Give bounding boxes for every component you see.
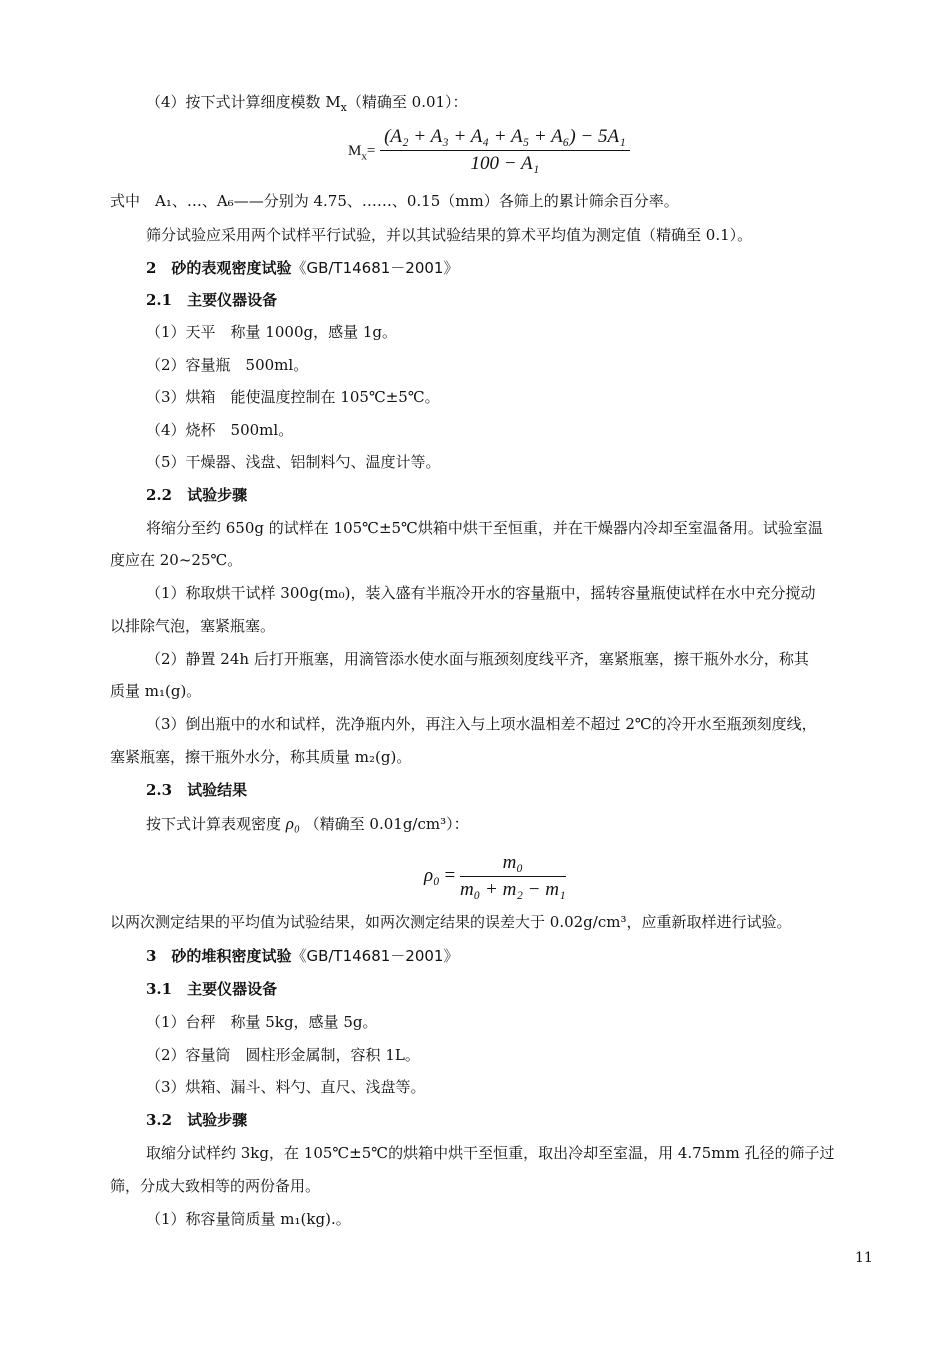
- equipment-item: （1）台秤 称量 5kg，感量 5g。: [146, 1013, 378, 1031]
- formula-denominator: m₀ + m₂ − m₁: [459, 879, 566, 900]
- formula-numerator: (A₂ + A₃ + A₄ + A₅ + A₆) − 5A₁: [380, 126, 630, 151]
- section-2-heading: [146, 258, 875, 278]
- section-3-heading: [146, 946, 875, 966]
- equipment-item: （2）容量筒 圆柱形金属制，容积 1L。: [146, 1046, 420, 1064]
- equipment-item: （5）干燥器、浅盘、铝制料勺、温度计等。: [146, 453, 441, 471]
- section-2-1-heading: 2.1 主要仪器设备: [146, 291, 278, 309]
- equipment-item: （3）烘箱 能使温度控制在 105℃±5℃。: [146, 388, 440, 406]
- formula-lhs-sub: x: [361, 150, 367, 163]
- formula-denominator: 100 − A₁: [470, 153, 540, 174]
- paragraph-line: 度应在 20~25℃。: [110, 551, 243, 569]
- paragraph-line: 筛，分成大致相等的两份备用。: [110, 1177, 321, 1195]
- step-line: （2）静置 24h 后打开瓶塞，用滴管添水使水面与瓶颈刻度线平齐，塞紧瓶塞，擦干瓶外水分，称其: [146, 650, 809, 668]
- formula-lhs: M: [348, 142, 362, 159]
- item-4-text: （4）按下式计算细度模数 M: [146, 93, 341, 111]
- step-line: （1）称取烘干试样 300g(m₀)，装入盛有半瓶冷开水的容量瓶中，摇转容量瓶使试样在水中充分搅动: [146, 584, 816, 602]
- calc-intro-tail: （精确至 0.01g/cm³）：: [304, 815, 469, 833]
- item-4-tail: （精确至 0.01）：: [346, 93, 468, 111]
- section-2-2-heading: 2.2 试验步骤: [146, 486, 248, 504]
- formula-fraction: [380, 126, 630, 175]
- step-line: 塞紧瓶塞，擦干瓶外水分，称其质量 m₂(g)。: [110, 748, 412, 766]
- formula-fraction: [460, 852, 566, 901]
- section-3-2-heading: 3.2 试验步骤: [146, 1111, 248, 1129]
- section-3-title: 3 砂的堆积密度试验: [146, 947, 292, 965]
- item-4-fineness: [146, 92, 875, 118]
- equipment-item: （2）容量瓶 500ml。: [146, 356, 309, 374]
- section-3-standard: 《GB/T14681－2001》: [291, 947, 459, 965]
- density-calc-intro: [146, 814, 875, 834]
- equipment-item: （3）烘箱、漏斗、料勺、直尺、浅盘等。: [146, 1078, 426, 1096]
- formula-numerator: m₀: [460, 852, 566, 877]
- rho-symbol: ρ₀: [285, 814, 300, 833]
- paragraph-line: 将缩分至约 650g 的试样在 105℃±5℃烘箱中烘干至恒重，并在干燥器内冷却至室温备用。试验室温: [146, 519, 823, 537]
- sieve-note: 筛分试验应采用两个试样平行试验，并以其试验结果的算术平均值为测定值（精确至 0.1）。: [146, 226, 753, 244]
- page-number: 11: [855, 1250, 873, 1266]
- section-2-title: 2 砂的表观密度试验: [146, 259, 292, 277]
- section-2-3-heading: 2.3 试验结果: [146, 781, 248, 799]
- formula-where-clause: 式中 A₁、…、A₆——分别为 4.75、……、0.15（mm）各筛上的累计筛余百分率。: [110, 192, 679, 210]
- formula-lhs: ρ₀: [424, 864, 440, 886]
- fineness-formula: [348, 126, 630, 175]
- step-line: 质量 m₁(g)。: [110, 682, 202, 700]
- step-line: （1）称容量筒质量 m₁(kg).。: [146, 1210, 351, 1228]
- section-3-1-heading: 3.1 主要仪器设备: [146, 980, 278, 998]
- step-line: 以排除气泡，塞紧瓶塞。: [110, 617, 276, 635]
- equipment-item: （1）天平 称量 1000g，感量 1g。: [146, 323, 398, 341]
- density-result-note: 以两次测定结果的平均值为试验结果，如两次测定结果的误差大于 0.02g/cm³，应重新取样进行试验。: [110, 913, 792, 931]
- section-2-standard: 《GB/T14681－2001》: [291, 259, 459, 277]
- equipment-item: （4）烧杯 500ml。: [146, 421, 294, 439]
- calc-intro-text: 按下式计算表观密度: [146, 815, 282, 833]
- formula-equals: =: [366, 142, 376, 159]
- step-line: （3）倒出瓶中的水和试样，洗净瓶内外，再注入与上项水温相差不超过 2℃的冷开水至瓶颈刻度线，: [146, 715, 817, 733]
- density-formula: [424, 852, 566, 901]
- formula-equals: =: [444, 864, 456, 886]
- item-4-subscript: x: [340, 101, 347, 114]
- paragraph-line: 取缩分试样约 3kg，在 105℃±5℃的烘箱中烘干至恒重，取出冷却至室温，用 4.75mm 孔径的筛子过: [146, 1144, 835, 1162]
